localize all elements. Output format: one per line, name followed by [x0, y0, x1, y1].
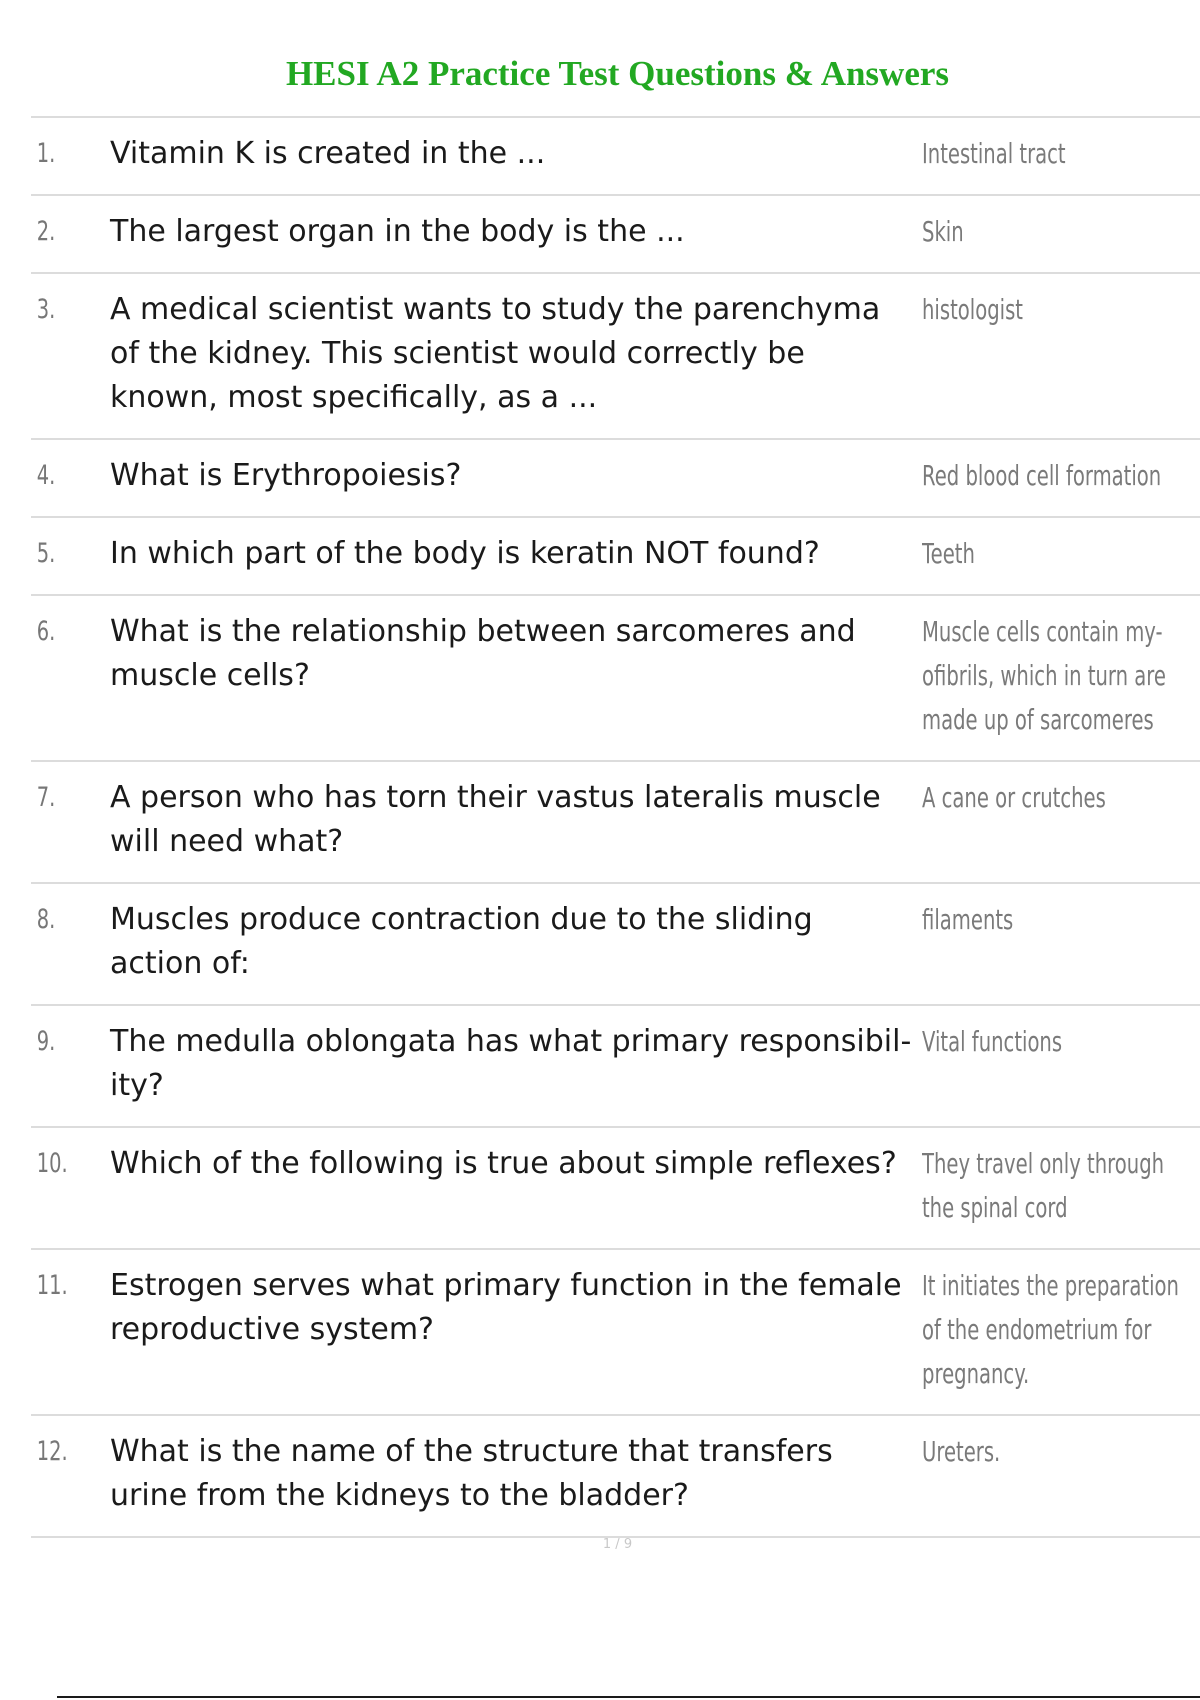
answer-text: They travel only through the spinal cord	[922, 1147, 1165, 1224]
qa-row	[31, 440, 1200, 518]
question-text: Which of the following is true about simple reflexes?	[110, 1146, 897, 1181]
question-number: 9.	[36, 1026, 56, 1057]
question-text: Vitamin K is created in the ...	[110, 136, 546, 171]
question-text: A person who has torn their vastus lateralis muscle will need what?	[110, 780, 881, 859]
question-text: The largest organ in the body is the ...	[110, 214, 685, 249]
answer-text: histologist	[922, 293, 1023, 326]
question-number: 11.	[36, 1270, 68, 1301]
qa-row	[31, 1250, 1200, 1416]
footer-divider	[57, 1696, 1200, 1698]
question-text: In which part of the body is keratin NOT found?	[110, 536, 820, 571]
answer-text: Teeth	[922, 537, 975, 570]
question-text: What is the name of the structure that transfers urine from the kidneys to the bladder?	[110, 1434, 833, 1513]
question-number: 7.	[36, 782, 56, 813]
question-number: 10.	[36, 1148, 68, 1179]
qa-row	[31, 1128, 1200, 1250]
question-text: What is the relationship between sarcomeres and muscle cells?	[110, 614, 856, 693]
qa-row	[31, 1006, 1200, 1128]
qa-row	[31, 1416, 1200, 1538]
answer-text: Intestinal tract	[922, 137, 1066, 170]
qa-row	[31, 762, 1200, 884]
question-number: 6.	[36, 616, 56, 647]
question-number: 12.	[36, 1436, 68, 1467]
answer-text: filaments	[922, 903, 1014, 936]
answer-text: It initiates the preparation of the endometrium for pregnancy.	[922, 1269, 1179, 1390]
question-text: A medical scientist wants to study the parenchyma of the kidney. This scientist would correctly be known, most specifically, as a ...	[110, 292, 881, 415]
question-text: Muscles produce contraction due to the sliding action of:	[110, 902, 813, 981]
answer-text: Ureters.	[922, 1435, 1001, 1468]
page-number: 1 / 9	[602, 1537, 633, 1552]
question-text: The medulla oblongata has what primary responsibil-ity?	[110, 1024, 912, 1103]
page-title: HESI A2 Practice Test Questions & Answers	[285, 54, 950, 93]
question-text: Estrogen serves what primary function in the female reproductive system?	[110, 1268, 902, 1347]
question-text: What is Erythropoiesis?	[110, 458, 462, 493]
answer-text: Red blood cell formation	[922, 459, 1162, 492]
answer-text: A cane or crutches	[922, 781, 1106, 814]
qa-row	[31, 884, 1200, 1006]
qa-row	[31, 118, 1200, 196]
qa-row	[31, 596, 1200, 762]
qa-row	[31, 196, 1200, 274]
question-number: 5.	[36, 538, 56, 569]
answer-text: Skin	[922, 215, 964, 248]
qa-row	[31, 274, 1200, 440]
qa-row	[31, 518, 1200, 596]
question-number: 4.	[36, 460, 56, 491]
question-number: 3.	[36, 294, 56, 325]
answer-text: Muscle cells contain my-ofibrils, which in turn are made up of sarcomeres	[922, 615, 1167, 736]
question-number: 2.	[36, 216, 56, 247]
qa-list	[31, 116, 1200, 1538]
question-number: 1.	[36, 138, 56, 169]
question-number: 8.	[36, 904, 56, 935]
answer-text: Vital functions	[922, 1025, 1063, 1058]
